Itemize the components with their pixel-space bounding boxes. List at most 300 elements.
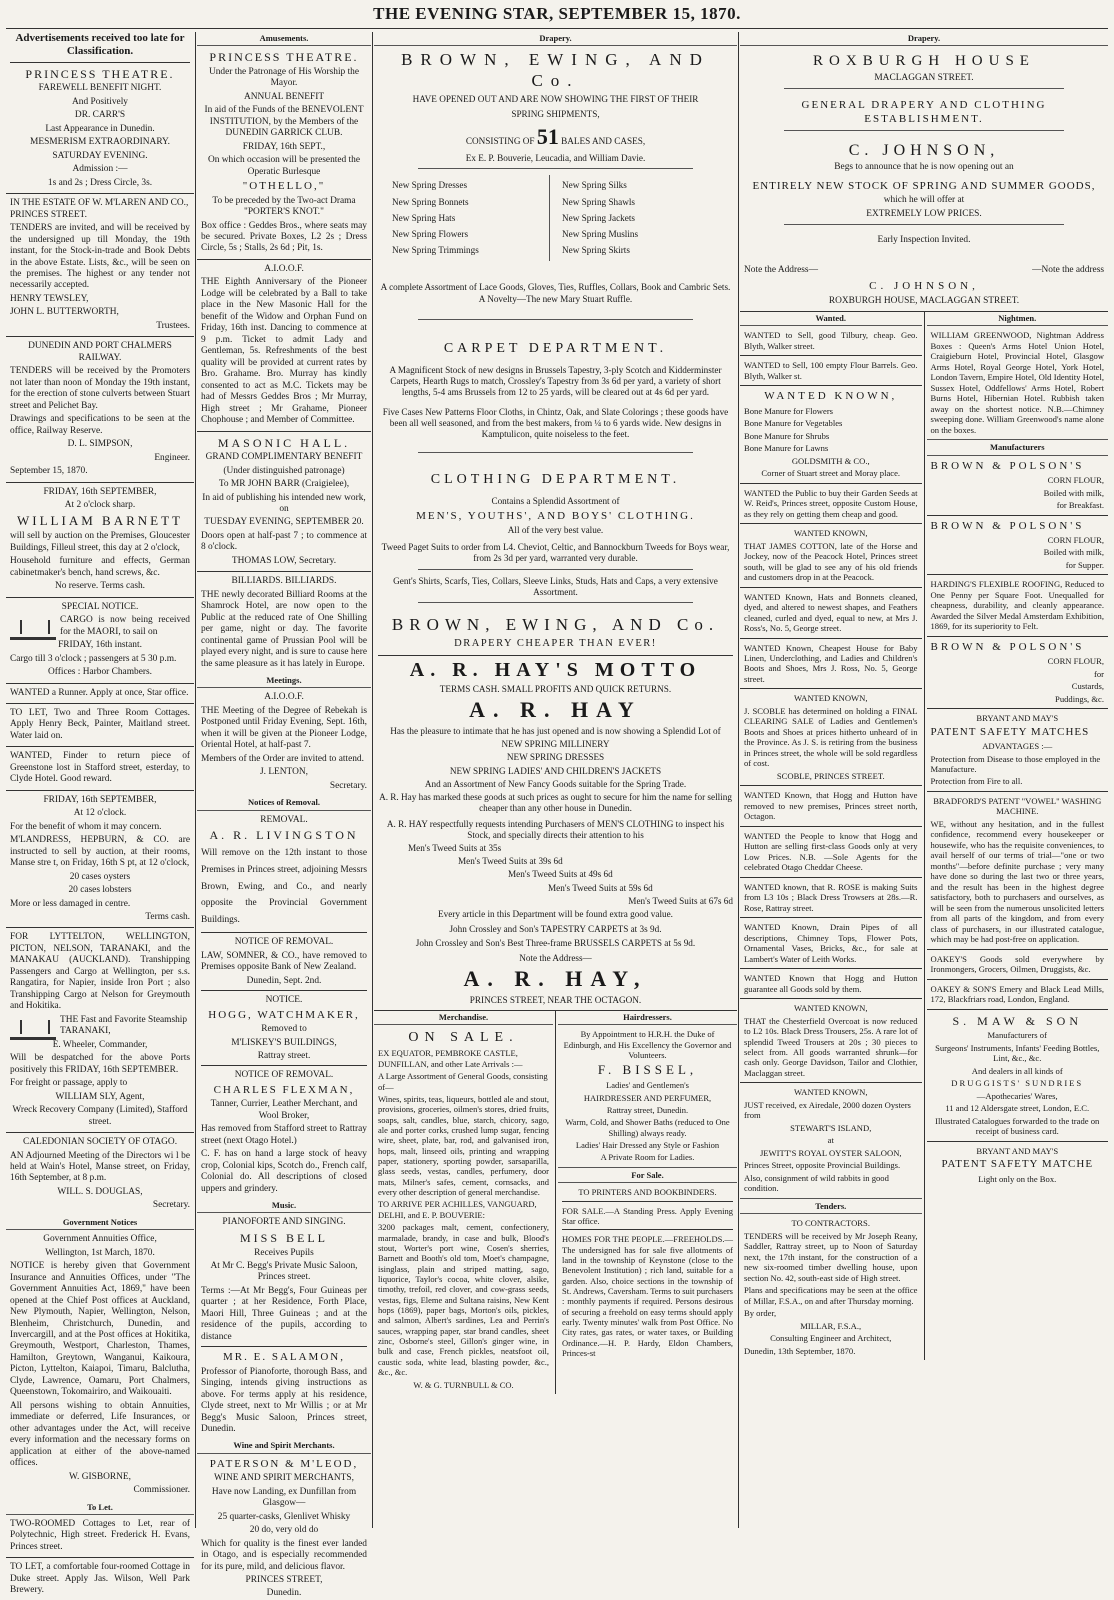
cottages-ad: TO LET, Two and Three Room Cottages. Apply Henry Beck, Painter, Maitland street. Water laid on. — [10, 707, 190, 741]
ad-title: A.I.O.O.F. — [264, 263, 304, 274]
divider — [201, 1346, 367, 1347]
ad-body: LAW, SOMNER, & CO., have removed to Premises opposite Bank of New Zealand. — [201, 950, 367, 973]
oakey-ad: OAKEY & SON'S Emery and Black Lead Mills, 172, Blackfriars road, London, England. — [930, 983, 1104, 1005]
ad-title: ON SALE. — [408, 1030, 519, 1046]
ad-line: HAVE OPENED OUT AND ARE NOW SHOWING THE FIRST OF THEIR — [412, 93, 699, 104]
divider — [197, 571, 371, 572]
ad-line: In aid of publishing his intended new work, on — [202, 492, 366, 515]
rebekah-meeting-ad — [201, 692, 367, 792]
ad-line: —Apothecaries' Wares, — [976, 1090, 1058, 1101]
divider — [562, 1201, 733, 1202]
section-heading: Amusements. — [197, 32, 371, 46]
corn-flour-ad — [931, 520, 1105, 571]
roxburgh-house-ad — [744, 52, 1104, 307]
billiards-ad — [201, 576, 367, 670]
ad-title: HOGG, WATCHMAKER, — [208, 1008, 360, 1021]
to-let-ad: TWO-ROOMED Cottages to Let, rear of Polytechnic, High street. Frederick H. Evans, Princes street. — [10, 1518, 190, 1552]
ad-line: Receives Pupils — [254, 1247, 314, 1258]
ad-line: GENERAL DRAPERY AND CLOTHING ESTABLISHMENT. — [801, 99, 1047, 125]
ad-body: A. R. Hay has marked these goods at such prices as ought to secure for him the name for selling cheaper than any other house in Dunedin. — [379, 792, 732, 814]
list-item: New Spring Silks — [562, 180, 627, 191]
ad-body: Terms :—At Mr Begg's, Four Guineas per quarter ; at her Residence, Forth Place, Maori Hill, Three Guineas ; and at the residence of the pupils, according to distance — [201, 1285, 367, 1342]
ad-body: A complete Assortment of Lace Goods, Gloves, Ties, Ruffles, Collars, Book and Cambric Sets. A Novelty—The new Mary Stuart Ruffle. — [380, 282, 731, 304]
ad-title: NOTICE. — [265, 995, 303, 1006]
divider — [6, 683, 194, 684]
barnett-ad — [10, 487, 190, 593]
lower-split — [740, 311, 1108, 1360]
ad-title: MR. E. SALAMON, — [223, 1351, 345, 1364]
masthead: THE EVENING STAR, SEPTEMBER 15, 1870. — [373, 4, 741, 23]
ad-title: CARPET DEPARTMENT. — [443, 340, 668, 356]
ad-line: THE Fast and Favorite Steamship TARANAKI, — [60, 1014, 188, 1037]
ad-line: Custards, — [1071, 681, 1104, 692]
ad-title: CHARLES FLEXMAN, — [213, 1083, 355, 1096]
divider — [740, 355, 922, 356]
section-heading: Nightmen. — [927, 312, 1109, 326]
ad-body: AN Adjourned Meeting of the Directors wi l be held at Wain's Hotel, Manse street, on Friday, 16th September, at 8 p.m. — [10, 1150, 190, 1184]
ad-title: BROWN & POLSON'S — [930, 640, 1085, 653]
ad-body: Plans and specifications may be seen at the office of Millar, F.S.A., on and after Thursday morning. — [744, 1285, 918, 1306]
ad-title: BRADFORD'S PATENT "VOWEL" WASHING MACHINE. — [933, 795, 1102, 817]
bale-count: 51 — [536, 124, 559, 150]
ad-body: FOR SALE.—A Standing Press. Apply Evening Star office. — [562, 1205, 733, 1226]
ad-line: For freight or passage, apply to — [10, 1078, 128, 1089]
divider — [197, 259, 371, 260]
mlandress-ad — [10, 795, 190, 924]
bissel-ad — [562, 1029, 733, 1162]
ad-body: Wines, spirits, teas, liqueurs, bottled ale and stout, provisions, groceries, oilmen's stores, dried fruits, soaps, salt, candles, blue, starch, chicory, sago, ale and porter corks, crushed lump sugar, fencing wire, sheet, plate, bar, rod, and galvanised iron, hops, malt, linseed oils, printing and wrapping paper, stationery, sporting powder, sarsaparilla, glass seeds, vestas, candles, perfumery, door mats, Milner's safes, cement, cornsacks, and every other description of general merchandise. — [378, 1093, 549, 1198]
ad-line: Rattray street. — [257, 1050, 311, 1061]
ad-title: BROWN, EWING, AND Co. — [391, 615, 720, 635]
wanted-ad: WANTED Known, Drain Pipes of all descriptions, Chimney Tops, Flower Pots, Ornamental Vases, Bricks, &c., for sale at Lambert's Water of Leith Works. — [744, 922, 918, 964]
divider — [927, 949, 1109, 950]
ad-body: will sell by auction on the Premises, Gloucester Buildings, Filleul street, this day at 2 o'clock, — [10, 531, 190, 553]
ad-title: REMOVAL. — [260, 814, 308, 825]
divider — [197, 431, 371, 432]
ad-text: CONSISTING OF — [465, 136, 535, 147]
davidson-ad — [744, 1003, 918, 1078]
ad-body: Has the pleasure to intimate that he has just opened and is now showing a Splendid Lot of — [390, 726, 721, 736]
ad-title: BRYANT AND MAY'S — [976, 713, 1059, 724]
ad-body: C. F. has on hand a large stock of heavy crop, Colonial kips, Scotch do., French calf, Colonial do. All descriptions of closed uppers and grindery. — [201, 1149, 367, 1194]
ad-line: Protection from Disease to those employed in the Manufacture. — [930, 753, 1101, 774]
ad-body: Gent's Shirts, Scarfs, Ties, Collars, Sleeve Links, Studs, Hats and Caps, a very extensive Assortment. — [393, 575, 718, 597]
to-let-ad: TO LET, a comfortable four-roomed Cottage in Duke street. Apply Jas. Wilson, Well Park Brewery. — [10, 1562, 190, 1596]
ad-body: Members of the Order are invited to attend. — [201, 753, 364, 764]
ad-line: Surgeons' Instruments, Infants' Feeding Bottles, Lint, &c., &c. — [935, 1042, 1100, 1064]
goldsmith-ad — [744, 390, 918, 478]
divider — [740, 826, 922, 827]
divider — [740, 785, 922, 786]
ad-line: Corner of Stuart street and Moray place. — [761, 468, 901, 479]
ad-line: Note the Address— — [744, 264, 818, 275]
ad-line: at — [827, 1135, 834, 1146]
ad-line: PRINCES STREET, NEAR THE OCTAGON. — [469, 994, 642, 1005]
spring-goods-list — [392, 175, 719, 268]
safety-matches-ad — [931, 713, 1105, 787]
ad-signature: WILL. S. DOUGLAS, — [57, 1186, 143, 1197]
list-item: Bone Manure for Lawns — [744, 443, 829, 454]
ad-signature: Engineer. — [154, 452, 190, 463]
ad-line: CORN FLOUR, — [1047, 656, 1104, 667]
ad-body: A. R. HAY respectfully requests intending Purchasers of MEN'S CLOTHING to inspect his Stock, and specially directs their attention to his — [386, 818, 725, 840]
ad-body: 3200 packages malt, cement, confectionery, marmalade, brandy, in case and bulk, Blood's stout, Worter's port wine, Cosen's sherries, Barnett and Booth's old tom, Moet's champagne, isinglass, plain and striped matting, sago, liquorice, Taylor's cocoa, white clover, alsike, timothy, trefoil, red clover, and cow-grass seeds, vestas, figs, Eleme and Sultana raisins, New Kent hops (1869), paper bags, Morton's oils, pickles, and salmon, Albert's sardines, Lea and Perrin's sauces, wrapping paper, star brand candles, sheet zinc, Osborne's steel, Gillon's ginger wine, in bulk and case, French pickles, neatsfoot oil, caustic soda, white lead, blasting powder, &c., &c., &c. — [378, 1222, 549, 1378]
ad-line: A Large Assortment of General Goods, consisting of— — [378, 1071, 548, 1092]
section-heading: Hairdressers. — [558, 1011, 737, 1025]
divider — [927, 708, 1109, 709]
ad-line: Under the Patronage of His Worship the Mayor. — [208, 66, 360, 89]
divider — [6, 482, 194, 483]
ad-line: WINE AND SPIRIT MERCHANTS, — [214, 1473, 354, 1484]
ad-line: And Positively — [72, 96, 128, 107]
column-4 — [740, 32, 1108, 1528]
wanted-ad — [744, 528, 918, 582]
ad-line: DR. CARR'S — [74, 110, 126, 121]
ad-date: Dunedin, Sept. 2nd. — [246, 975, 322, 986]
ad-body: And an Assortment of New Fancy Goods suitable for the Spring Trade. — [424, 778, 687, 789]
ad-signature: THOMAS LOW, Secretary. — [231, 555, 337, 566]
ad-line: Government Annuities Office, — [43, 1234, 157, 1245]
ad-line: for Supper. — [1065, 559, 1104, 570]
ad-line: SPRING SHIPMENTS, — [511, 109, 600, 120]
wanted-ad: WANTED to Sell, 100 empty Flour Barrels. Geo. Blyth, Walker st. — [744, 360, 918, 381]
ad-title: BROWN & POLSON'S — [930, 459, 1085, 472]
ad-signature: Trustees. — [156, 320, 190, 331]
divider — [6, 746, 194, 747]
ad-body: THE newly decorated Billiard Rooms at the Shamrock Hotel, are now open to the Public at the reduced rate of One Shilling per game, night or day. The favorite continental game of Prussian Pool will be played every night, and is sure to cause here the same pleasure as it has lately in Europe. — [201, 589, 367, 669]
late-ads-heading: Advertisements received too late for Classification. — [10, 32, 190, 63]
divider — [740, 877, 922, 878]
ad-title: A. R. HAY'S MOTTO — [409, 658, 702, 681]
wanted-ad: WANTED to Sell, good Tilbury, cheap. Geo. Blyth, Walker street. — [744, 330, 918, 351]
ad-line: FRIDAY, 16th SEPTEMBER, — [43, 486, 157, 497]
ad-title: SPECIAL NOTICE. — [61, 601, 139, 612]
ad-line: Begs to announce that he is now opening out an — [834, 162, 1014, 173]
ad-body: THAT JAMES COTTON, late of the Horse and Jockey, now of the Peacock Hotel, Princes street south, will be glad to see any of his old friends and customers drop in at the Peacock. — [744, 540, 918, 583]
ad-line: Light only on the Box. — [978, 1173, 1057, 1184]
ad-line: To be preceded by the Two-act Drama "PORTER'S KNOT." — [212, 195, 356, 218]
divider — [6, 1132, 194, 1133]
ad-line: FRIDAY, 16th SEPT., — [242, 141, 326, 152]
railway-ad — [10, 341, 190, 477]
special-notice-ad — [10, 602, 190, 679]
finder-ad: WANTED, Finder to return piece of Greenstone lost in Stafford street, esterday, to Clyde Hotel. Good reward. — [10, 751, 190, 785]
ad-title: TO CONTRACTORS. — [791, 1218, 870, 1229]
ad-line: TUESDAY EVENING, SEPTEMBER 20. — [204, 517, 364, 528]
ad-body: Which for quality is the finest ever landed in Otago, and is especially recommended for its pure, mild, and delicious flavor. — [201, 1538, 367, 1572]
lyttelton-ad — [10, 932, 190, 1128]
ad-body: TENDERS will be received by Mr Joseph Reany, Saddler, Rattray street, up to Noon of Saturday next, the 17th instant, for the construction of a new six-roomed timber dwelling house, upon section No. 42, south-east side of High street. — [744, 1230, 918, 1283]
ad-line: All of the very best value. — [507, 524, 604, 535]
music-ads — [201, 1217, 367, 1435]
list-item: New Spring Dresses — [392, 180, 468, 191]
ad-line: SATURDAY EVENING. — [52, 150, 148, 161]
washing-machine-ad — [931, 796, 1105, 945]
ad-line: Terms cash. — [145, 912, 190, 923]
divider — [740, 523, 922, 524]
ad-line: Admission :— — [72, 164, 128, 175]
divider — [784, 88, 1064, 89]
ad-line: To MR JOHN BARR (Craigielee), — [218, 479, 350, 490]
section-heading: Merchandise. — [374, 1011, 553, 1025]
steamship-icon — [10, 1017, 56, 1040]
for-sale-ads — [562, 1187, 733, 1358]
ad-date: September 15, 1870. — [10, 466, 88, 477]
section-heading: Drapery. — [374, 32, 737, 46]
wanted-ad: WANTED Known that Hogg and Hutton guarantee all Goods sold by them. — [744, 973, 918, 994]
ad-line: DRUGGISTS' SUNDRIES — [951, 1078, 1084, 1089]
ad-line: NEW SPRING DRESSES — [506, 752, 605, 763]
ad-signature: W. GISBORNE, — [69, 1471, 131, 1482]
column-divider — [738, 32, 739, 1528]
ad-title: WILLIAM BARNETT — [17, 513, 183, 529]
price-line: Men's Tweed Suits at 59s 6d — [548, 882, 653, 893]
ad-signature: HENRY TEWSLEY, — [10, 293, 89, 304]
price-line: Men's Tweed Suits at 35s — [408, 842, 502, 853]
ad-body: THAT the Chesterfield Overcoat is now reduced to L2 10s. Black Dress Trousers, 25s. A rare lot of splendid Tweed Trousers at 20s ; 30 pieces to select from. All goods warranted shrunk—for cash only. George Davidson, Tailor and Clothier, Maclaggan street. — [744, 1015, 918, 1078]
ad-line: CORN FLOUR, — [1047, 534, 1104, 545]
ad-line: Illustrated Catalogues forwarded to the trade on receipt of business card. — [935, 1115, 1100, 1137]
divider — [201, 1065, 367, 1066]
ad-line: Removed to — [261, 1024, 307, 1035]
oyster-ad — [744, 1087, 918, 1193]
ad-title: A. R. HAY, — [463, 965, 648, 991]
ad-line: EX EQUATOR, PEMBROKE CASTLE, DUNFILLAN, and other Late Arrivals :— — [378, 1048, 523, 1069]
section-heading: Meetings. — [197, 674, 371, 688]
oakey-ad: OAKEY'S Goods sold everywhere by Ironmongers, Grocers, Oilmen, Druggists, &c. — [930, 953, 1104, 975]
ad-line: 20 cases lobsters — [68, 885, 132, 896]
ad-title: BROWN, EWING, AND Co. — [401, 50, 710, 91]
ar-hay-ad — [378, 658, 733, 1006]
ad-title: WANTED KNOWN, — [793, 1003, 868, 1014]
divider — [784, 224, 1064, 225]
ad-line: Princes Street, opposite Provincial Buildings. — [744, 1160, 901, 1171]
ad-title: NOTICE OF REMOVAL. — [234, 1070, 334, 1081]
divider — [740, 688, 922, 689]
divider — [201, 990, 367, 991]
removal-ads — [201, 815, 367, 1195]
divider — [6, 927, 194, 928]
divider — [201, 932, 367, 933]
ad-signature: WILLIAM SLY, Agent, — [55, 1091, 145, 1102]
ad-body: A Magnificent Stock of new designs in Brussels Tapestry, 3-ply Scotch and Kidderminster Carpets, Hearth Rugs to match, Crossley's Tapestry from 3s 6d per yard, a variety of short lengths, 5-4 ams Brussels from 12 to 25 yards, will be cleared out at 4s 6d per yard. — [389, 364, 722, 398]
ad-line: E. Wheeler, Commander, — [52, 1039, 148, 1050]
divider — [740, 385, 922, 386]
ad-body: Has removed from Stafford street to Rattray street (next Otago Hotel.) — [201, 1124, 367, 1146]
ad-body: Drawings and specifications to be seen at the office, Railway Reserve. — [10, 414, 190, 436]
ad-line: "OTHELLO," — [242, 180, 326, 193]
ad-body: HOMES FOR THE PEOPLE.—FREEHOLDS.—The undersigned has for sale five allotments of land in the township of Keynstone (close to the Benevolent Institution) ; rich land, suitable for a garden. Also, choice sections in the township of St. Andrews, Caversham. Terms to suit purchasers : monthly payments if required. Persons desirous of securing a freehold on easy terms should apply early. Twenty minutes' walk from Post Office. No City rates, gas rates, or water taxes, or Building Ordinance.—H. P. Hardy, Eldon Chambers, Princes-st — [562, 1234, 733, 1359]
ad-line: Also, consignment of wild rabbits in good condition. — [744, 1172, 889, 1194]
divider — [927, 979, 1109, 980]
ad-line: Wellington, 1st March, 1870. — [45, 1247, 155, 1258]
ad-line: At 12 o'clock. — [73, 808, 127, 819]
divider — [418, 602, 693, 603]
masonic-hall-ad — [201, 436, 367, 568]
maw-ad — [931, 1014, 1105, 1137]
ad-line: TO ARRIVE PER ACHILLES, VANGUARD, DELHI, and E. P. BOUVERIE: — [378, 1199, 537, 1220]
ad-line: 11 and 12 Aldersgate street, London, E.C. — [945, 1103, 1090, 1114]
ad-line: In aid of the Funds of the BENEVOLENT INSTITUTION, by the Members of the DUNEDIN GARRICK CLUB. — [204, 105, 364, 139]
ad-line: Protection from Fire to all. — [930, 776, 1023, 787]
ad-line: On which occasion will be presented the Operatic Burlesque — [207, 155, 361, 177]
ad-title: ROXBURGH HOUSE — [813, 53, 1035, 70]
princess-theatre-ad — [10, 67, 190, 189]
ad-body: M'LANDRESS, HEPBURN, & CO. are instructed to sell by auction, at their rooms, Manse stre t, on Friday, 16th S pt, at 12 o'clock, — [10, 835, 190, 869]
ad-line: Have now Landing, ex Dunfillan from Glasgow— — [211, 1486, 357, 1509]
ad-line: NEW SPRING MILLINERY — [501, 739, 610, 750]
ad-signature: JOHN L. BUTTERWORTH, — [10, 307, 119, 318]
section-heading: Music. — [197, 1199, 371, 1213]
ad-line: Manufacturers of — [987, 1030, 1047, 1041]
section-heading: To Let. — [6, 1501, 194, 1515]
merchandise-column — [374, 1011, 556, 1394]
divider — [740, 998, 922, 999]
list-item: New Spring Jackets — [562, 212, 635, 223]
divider — [418, 452, 693, 453]
ad-body: NOTICE is hereby given that Government Insurance and Annuities Offices, under "The Government Annuities Act, 1869," have been opened at the Chief Post offices at Auckland, New Plymouth, Napier, Wellington, Nelson, Blenheim, Christchurch, Dunedin, and Invercargill, and at the Post offices at Hokitika, Greymouth, Westport, Charleston, Thames, Hamilton, Greytown, Wanganui, Kaikoura, Picton, Lyttelton, Kaiapoi, Timaru, Balclutha, Clyde, Lawrence, Oamaru, Port Chalmers, Queenstown, Tokomairiro, and Waikouaiti. — [10, 1261, 190, 1398]
list-item: Bone Manure for Flowers — [744, 405, 834, 416]
ad-title: MISS BELL — [239, 1230, 328, 1245]
divider — [562, 1229, 733, 1230]
divider — [927, 1141, 1109, 1142]
ad-line: ENTIRELY NEW STOCK OF SPRING AND SUMMER GOODS, — [752, 179, 1096, 192]
list-item: New Spring Hats — [392, 212, 456, 223]
ad-body: TENDERS are invited, and will be received by the undersigned up till Monday, the 19th instant, for the Stock-in-trade and Book Debts in the above Estate. Lists, &c., will be seen on the premises. The highest or any tender not necessarily accepted. — [10, 223, 190, 291]
list-item: New Spring Trimmings — [392, 245, 479, 256]
ad-signature: J. LENTON, — [259, 767, 308, 778]
address-row — [744, 265, 1104, 276]
ad-body: Tweed Paget Suits to order from L4. Cheviot, Celtic, and Bannockburn Tweeds for Boys wear, from 2s 3d per yard, warranted very durable. — [381, 542, 730, 564]
ad-line: At Mr C. Begg's Private Music Saloon, Princes street. — [210, 1260, 358, 1283]
ad-line: NEW SPRING LADIES' AND CHILDREN'S JACKETS — [449, 765, 662, 776]
ad-line: TERMS CASH. SMALL PROFITS AND QUICK RETURNS. — [439, 683, 672, 694]
ad-line: M'LISKEY'S BUILDINGS, — [231, 1037, 337, 1048]
ad-signature: Wreck Recovery Company (Limited), Stafford street. — [12, 1105, 188, 1127]
ad-line: ROXBURGH HOUSE, MACLAGGAN STREET. — [828, 295, 1020, 306]
ad-line: HAIRDRESSER AND PERFUMER, — [583, 1092, 712, 1103]
brown-ewing-ad — [378, 50, 733, 650]
ad-line: ADVANTAGES :— — [982, 741, 1053, 752]
ad-line: GRAND COMPLIMENTARY BENEFIT — [205, 452, 363, 463]
ad-text: BALES AND CASES, — [561, 136, 646, 147]
wine-merchants-ad — [201, 1458, 367, 1600]
ad-line: Every article in this Department will be found extra good value. — [438, 909, 673, 920]
price-line: Men's Tweed Suits at 67s 6d — [628, 895, 733, 906]
wanted-column — [740, 312, 925, 1360]
corn-flour-ad — [931, 641, 1105, 704]
divider — [784, 130, 1064, 131]
divider — [740, 587, 922, 588]
ad-title: BILLIARDS. BILLIARDS. — [231, 576, 337, 587]
section-heading: Tenders. — [740, 1198, 922, 1214]
ad-signature: W. & G. TURNBULL & CO. — [413, 1379, 514, 1390]
ad-line: which he will offer at — [883, 195, 965, 206]
ad-body: Five Cases New Patterns Floor Cloths, in Chintz, Oak, and Slate Colorings ; these goods have been all well seasoned, and from the best makers, from ¼ to 6 yards wide. New designs in Kamptulicon, quite noiseless to the feet. — [382, 406, 729, 440]
ad-title: S. MAW & SON — [952, 1013, 1082, 1028]
ad-title: IN THE ESTATE OF W. M'LAREN AND CO., PRINCES STREET. — [10, 198, 189, 220]
ad-body: THE Meeting of the Degree of Rebekah is Postponed until Friday Evening, Sept. 16th, when it will be given at the Pioneer Lodge, Oriental Hotel, at half-past 7. — [201, 705, 367, 751]
list-left — [392, 175, 550, 261]
masthead-rule — [6, 28, 1108, 29]
divider — [418, 569, 693, 570]
wanted-ad: WANTED Known, Cheapest House for Baby Linen, Underclothing, and Ladies and Children's Boots and Shoes, Mrs J. Ross, No. 5, George street. — [744, 642, 918, 684]
column-divider — [195, 32, 196, 1528]
ad-line: CORN FLOUR, — [1047, 475, 1104, 486]
ad-signature: Commissioner. — [133, 1485, 190, 1496]
ad-title: TO PRINTERS AND BOOKBINDERS. — [578, 1187, 717, 1198]
ad-body: CARGO is now being received for the MAORI, to sail on — [60, 615, 190, 637]
ad-line: Ladies' Hair Dressed any Style or Fashion — [575, 1140, 720, 1151]
divider — [927, 515, 1109, 516]
ad-line: (Under distinguished patronage) — [223, 465, 345, 476]
ad-line: Dunedin. — [266, 1588, 302, 1599]
divider — [927, 791, 1109, 792]
price-line: Men's Tweed Suits at 39s 6d — [458, 856, 563, 867]
ad-title: BROWN & POLSON'S — [930, 519, 1085, 532]
ad-title: A. R. LIVINGSTON — [209, 828, 359, 843]
section-heading: Wine and Spirit Merchants. — [197, 1439, 371, 1453]
manufacturers-column — [925, 312, 1109, 1360]
ad-line: FAREWELL BENEFIT NIGHT. — [38, 83, 162, 94]
ad-title: DUNEDIN AND PORT CHALMERS RAILWAY. — [28, 341, 172, 363]
divider — [740, 917, 922, 918]
ad-line: Doors open at half-past 7 ; to commence at 8 o'clock. — [201, 530, 367, 553]
divider — [740, 483, 922, 484]
ad-title: PATERSON & M'LEOD, — [209, 1457, 359, 1470]
divider — [740, 638, 922, 639]
divider — [6, 1557, 194, 1558]
ad-body: TENDERS will be received by the Promoters not later than noon of Monday the 19th instant, for the erection of stone culverts between Stuart street and Pelichet Bay. — [10, 366, 190, 411]
divider — [6, 193, 194, 194]
list-item: Bone Manure for Vegetables — [744, 418, 843, 429]
ad-signature: Secretary. — [329, 780, 367, 791]
ad-title: WANTED KNOWN, — [793, 1087, 868, 1098]
ad-signature: Consulting Engineer and Architect, — [770, 1333, 892, 1344]
on-sale-ad — [378, 1029, 549, 1390]
ad-body: Household furniture and effects, German cabinetmaker's bench, hand screws, &c. — [10, 556, 190, 578]
ad-title: A.I.O.O.F. — [264, 692, 304, 703]
ad-line: JEWITT'S ROYAL OYSTER SALOON, — [759, 1147, 902, 1158]
wanted-ad: WANTED known, that R. ROSE is making Suits from L3 10s ; Black Dress Trowsers at 28s.—R. Rose, Rattray street. — [744, 881, 918, 913]
section-heading: Manufacturers — [927, 439, 1109, 455]
ad-title: PRINCESS THEATRE. — [25, 66, 175, 81]
ad-line: Boiled with milk, — [1043, 547, 1104, 558]
list-item: New Spring Muslins — [562, 228, 639, 239]
list-item: New Spring Shawls — [562, 196, 635, 207]
ad-line: Last Appearance in Dunedin. — [45, 123, 155, 134]
aioof-ball-ad — [201, 264, 367, 427]
column-1 — [6, 32, 194, 1596]
ad-line: for Breakfast. — [1056, 500, 1104, 511]
ad-line: ANNUAL BENEFIT — [243, 91, 325, 102]
ad-line: MACLAGGAN STREET. — [874, 72, 974, 83]
ad-body: Will be despatched for the above Ports positively this FRIDAY, 16th SEPTEMBER. — [10, 1053, 190, 1075]
divider — [378, 655, 733, 656]
corn-flour-ad — [931, 460, 1105, 511]
ad-line: Boiled with milk, — [1043, 487, 1104, 498]
divider — [6, 336, 194, 337]
section-heading: For Sale. — [558, 1167, 737, 1183]
ad-line: DRAPERY CHEAPER THAN EVER! — [454, 637, 657, 649]
ad-title: PATENT SAFETY MATCHE — [941, 1158, 1094, 1171]
ad-line: For the benefit of whom it may concern. — [10, 821, 162, 832]
ad-body: JUST received, ex Airedale, 2000 dozen Oysters from — [744, 1099, 911, 1121]
column-divider — [372, 32, 373, 1528]
ad-title: F. BISSEL, — [597, 1062, 698, 1078]
ad-title: BRYANT AND MAY'S — [976, 1145, 1059, 1156]
wanted-ad: WANTED the Public to buy their Garden Seeds at W. Reid's, Princes street, opposite Custom House, as they rely on getting them cheap and good. — [744, 487, 918, 519]
